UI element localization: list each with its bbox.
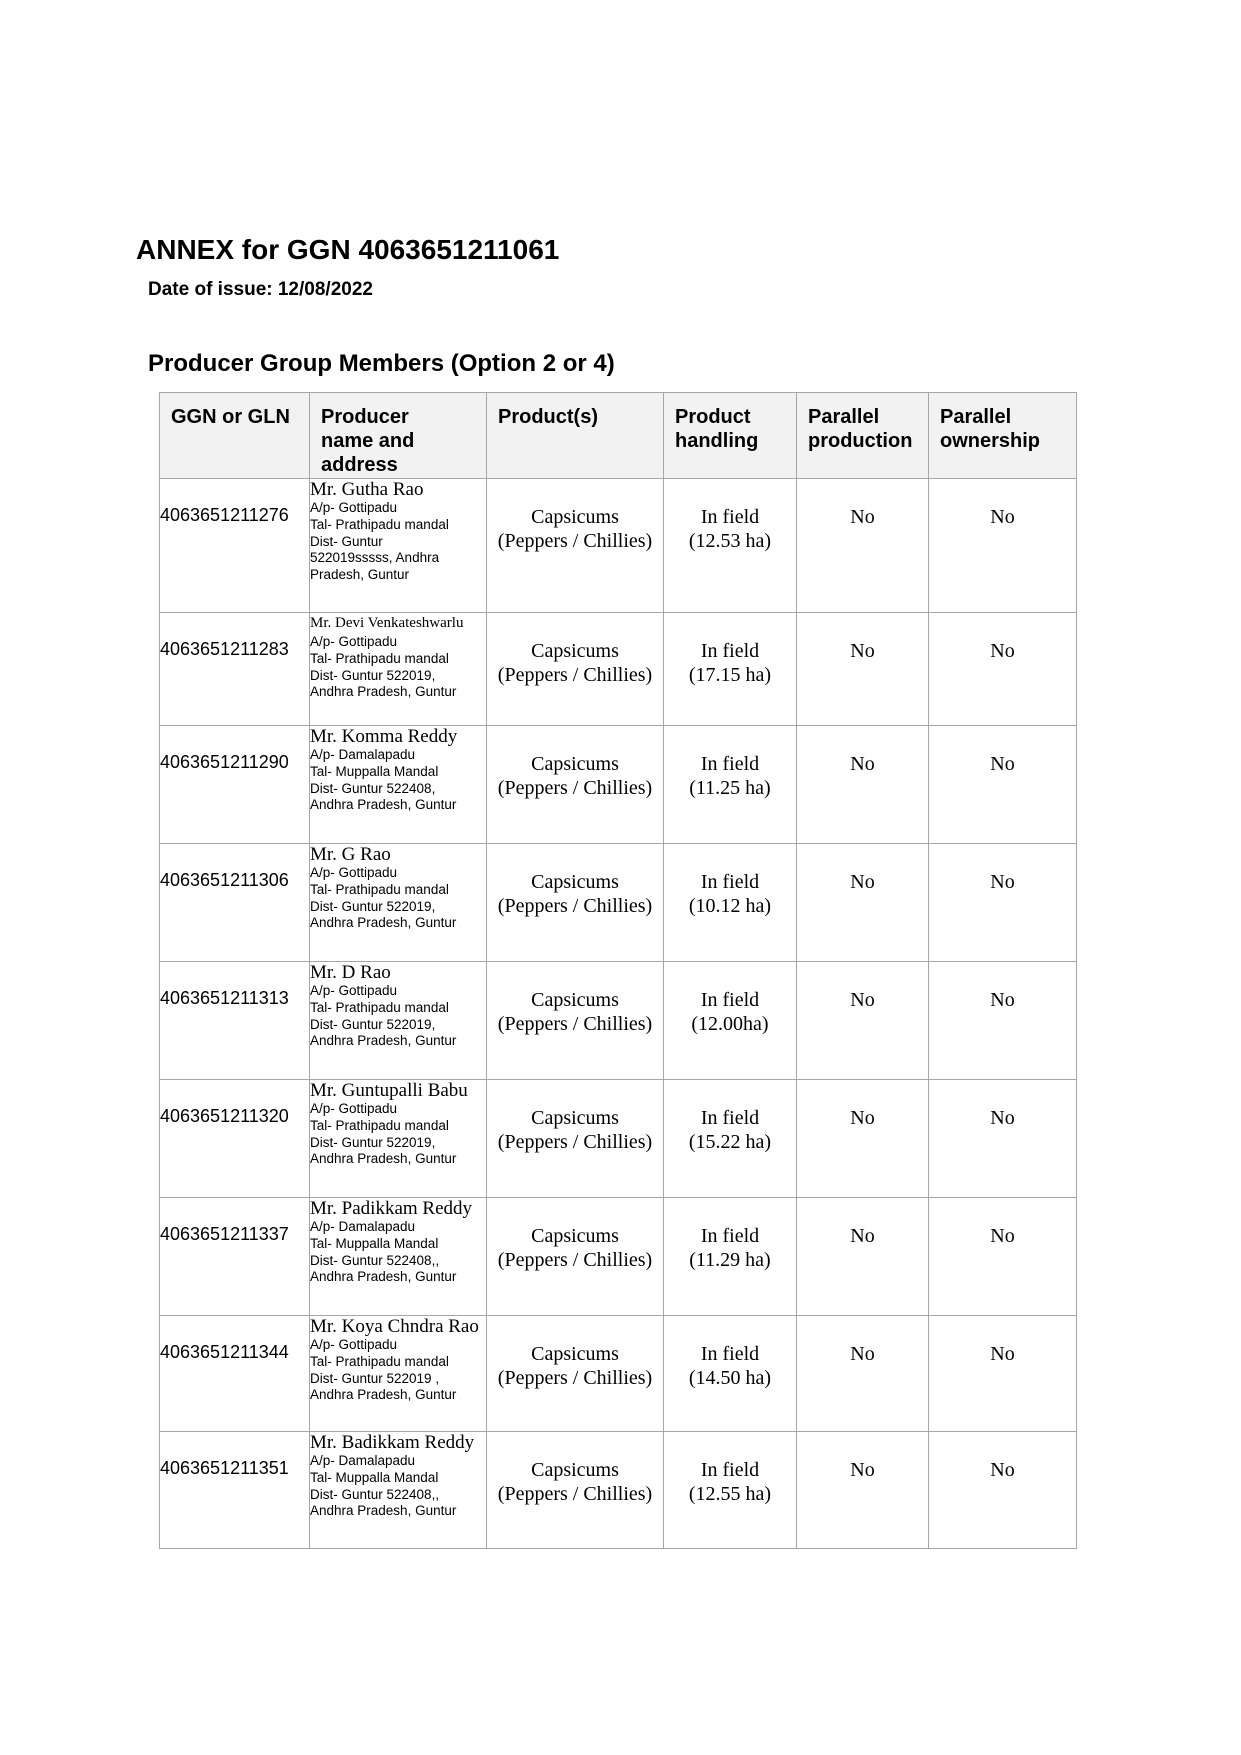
producer-cell [310,726,487,844]
producer-cell [310,613,487,726]
producer-cell [310,844,487,962]
handling-cell [664,962,797,1080]
ggn-cell [160,726,310,844]
parallel-ownership-value: No [990,1225,1015,1247]
product-text: (Peppers / Chillies) [497,1013,653,1035]
product-text: (Peppers / Chillies) [497,1249,653,1271]
parallel-production-cell [797,1080,929,1198]
column-header-ggn: GGN or GLN [160,393,310,479]
parallel-ownership-value: No [990,1343,1015,1365]
producer-name: Mr. Komma Reddy [310,726,458,747]
product-text: (Peppers / Chillies) [497,1131,653,1153]
ggn-value: 4063651211276 [160,505,289,525]
producer-name: Mr. Gutha Rao [310,479,424,500]
parallel-production-cell [797,1432,929,1549]
date-of-issue: Date of issue: 12/08/2022 [148,279,373,300]
ggn-value: 4063651211306 [160,870,289,890]
producer-name: Mr. Koya Chndra Rao [310,1316,479,1337]
parallel-production-cell [797,613,929,726]
ggn-cell [160,962,310,1080]
producer-cell [310,479,487,613]
parallel-production-value: No [850,1107,875,1129]
product-text: (Peppers / Chillies) [497,530,653,552]
table-row [160,1316,1077,1432]
producer-name: Mr. Devi Venkateshwarlu [310,615,464,631]
product-text: Capsicums [531,871,619,893]
table-row [160,844,1077,962]
parallel-production-value: No [850,1225,875,1247]
parallel-production-cell [797,726,929,844]
parallel-ownership-cell [929,1316,1077,1432]
handling-text: (11.29 ha) [689,1249,771,1271]
handling-text: In field [700,1107,760,1129]
product-text: Capsicums [531,1225,619,1247]
table-row [160,1080,1077,1198]
parallel-ownership-cell [929,844,1077,962]
product-text: Capsicums [531,1459,619,1481]
product-text: (Peppers / Chillies) [497,1367,653,1389]
ggn-value: 4063651211290 [160,752,289,772]
product-text: (Peppers / Chillies) [497,1483,653,1505]
handling-text: In field [700,871,760,893]
ggn-value: 4063651211320 [160,1106,289,1126]
handling-cell [664,726,797,844]
ggn-cell [160,1080,310,1198]
products-cell [487,613,664,726]
parallel-production-cell [797,479,929,613]
producer-address: A/p- Gottipadu Tal- Prathipadu mandal Dist- Guntur 522019sssss, Andhra Pradesh, Guntur [310,500,449,583]
products-cell [487,1432,664,1549]
parallel-production-cell [797,1316,929,1432]
handling-cell [664,1080,797,1198]
table-row [160,1198,1077,1316]
producer-name: Mr. Badikkam Reddy [310,1432,475,1453]
producer-address: A/p- Damalapadu Tal- Muppalla Mandal Dist- Guntur 522408, Andhra Pradesh, Guntur [310,747,457,813]
parallel-production-value: No [850,871,875,893]
parallel-ownership-cell [929,962,1077,1080]
parallel-production-cell [797,1198,929,1316]
products-cell [487,1198,664,1316]
producer-name: Mr. Guntupalli Babu [310,1080,468,1101]
parallel-production-value: No [850,1343,875,1365]
producer-name: Mr. D Rao [310,962,391,983]
table-row [160,726,1077,844]
products-cell [487,1080,664,1198]
products-cell [487,479,664,613]
parallel-production-value: No [850,506,875,528]
product-text: Capsicums [531,989,619,1011]
table-row [160,1432,1077,1549]
table-row [160,962,1077,1080]
producer-address: A/p- Gottipadu Tal- Prathipadu mandal Dist- Guntur 522019, Andhra Pradesh, Guntur [310,1101,457,1167]
producer-cell [310,962,487,1080]
handling-text: In field [700,1459,760,1481]
parallel-ownership-value: No [990,871,1015,893]
product-text: Capsicums [531,506,619,528]
parallel-production-cell [797,962,929,1080]
parallel-ownership-cell [929,613,1077,726]
product-text: Capsicums [531,753,619,775]
parallel-ownership-value: No [990,1459,1015,1481]
producer-name: Mr. G Rao [310,844,391,865]
product-text: (Peppers / Chillies) [497,895,653,917]
parallel-production-value: No [850,640,875,662]
ggn-value: 4063651211283 [160,639,289,659]
table-row [160,479,1077,613]
producer-address: A/p- Gottipadu Tal- Prathipadu mandal Dist- Guntur 522019, Andhra Pradesh, Guntur [310,865,457,931]
parallel-ownership-value: No [990,1107,1015,1129]
handling-text: In field [700,506,760,528]
product-text: (Peppers / Chillies) [497,777,653,799]
annex-title: ANNEX for GGN 4063651211061 [136,234,560,265]
products-cell [487,844,664,962]
handling-text: In field [700,1343,760,1365]
parallel-ownership-cell [929,1432,1077,1549]
parallel-ownership-value: No [990,506,1015,528]
column-header-products: Product(s) [487,393,664,479]
parallel-ownership-value: No [990,640,1015,662]
ggn-cell [160,844,310,962]
ggn-cell [160,479,310,613]
parallel-ownership-cell [929,1198,1077,1316]
handling-cell [664,1316,797,1432]
handling-text: (12.53 ha) [688,530,772,552]
parallel-ownership-cell [929,726,1077,844]
parallel-production-cell [797,844,929,962]
products-cell [487,726,664,844]
producer-cell [310,1316,487,1432]
handling-text: (17.15 ha) [688,664,772,686]
producer-name: Mr. Padikkam Reddy [310,1198,473,1219]
ggn-value: 4063651211313 [160,988,289,1008]
handling-text: In field [700,753,760,775]
ggn-cell [160,1432,310,1549]
handling-cell [664,1432,797,1549]
column-header-parallel-ownership: Parallel ownership [929,393,1077,479]
products-cell [487,962,664,1080]
ggn-cell [160,613,310,726]
product-text: Capsicums [531,640,619,662]
handling-cell [664,479,797,613]
handling-text: (10.12 ha) [688,895,772,917]
producer-address: A/p- Damalapadu Tal- Muppalla Mandal Dist- Guntur 522408,, Andhra Pradesh, Guntur [310,1453,457,1519]
products-cell [487,1316,664,1432]
ggn-value: 4063651211351 [160,1458,289,1478]
parallel-ownership-value: No [990,989,1015,1011]
table-header-row [160,393,1077,479]
producer-cell [310,1432,487,1549]
ggn-value: 4063651211344 [160,1342,289,1362]
column-header-producer: Producer name and address [310,393,487,479]
product-text: Capsicums [531,1107,619,1129]
producer-cell [310,1198,487,1316]
handling-text: In field [700,1225,760,1247]
column-header-parallel-production: Parallel production [797,393,929,479]
handling-text: In field [700,640,760,662]
section-title: Producer Group Members (Option 2 or 4) [148,350,615,377]
product-text: (Peppers / Chillies) [497,664,653,686]
producer-address: A/p- Damalapadu Tal- Muppalla Mandal Dist- Guntur 522408,, Andhra Pradesh, Guntur [310,1219,457,1285]
parallel-production-value: No [850,753,875,775]
handling-cell [664,844,797,962]
producer-address: A/p- Gottipadu Tal- Prathipadu mandal Dist- Guntur 522019, Andhra Pradesh, Guntur [310,634,457,700]
handling-cell [664,613,797,726]
handling-text: (11.25 ha) [689,777,771,799]
ggn-cell [160,1316,310,1432]
parallel-production-value: No [850,989,875,1011]
handling-text: (12.00ha) [691,1013,769,1035]
ggn-value: 4063651211337 [160,1224,289,1244]
producer-cell [310,1080,487,1198]
producer-group-members-table [159,392,1077,1549]
handling-text: (12.55 ha) [688,1483,772,1505]
parallel-production-value: No [850,1459,875,1481]
parallel-ownership-value: No [990,753,1015,775]
handling-text: (14.50 ha) [688,1367,772,1389]
parallel-ownership-cell [929,1080,1077,1198]
product-text: Capsicums [531,1343,619,1365]
producer-address: A/p- Gottipadu Tal- Prathipadu mandal Dist- Guntur 522019, Andhra Pradesh, Guntur [310,983,457,1049]
ggn-cell [160,1198,310,1316]
producer-address: A/p- Gottipadu Tal- Prathipadu mandal Dist- Guntur 522019 , Andhra Pradesh, Guntur [310,1337,457,1403]
handling-text: (15.22 ha) [688,1131,772,1153]
handling-cell [664,1198,797,1316]
handling-text: In field [700,989,760,1011]
column-header-handling: Product handling [664,393,797,479]
parallel-ownership-cell [929,479,1077,613]
table-row [160,613,1077,726]
